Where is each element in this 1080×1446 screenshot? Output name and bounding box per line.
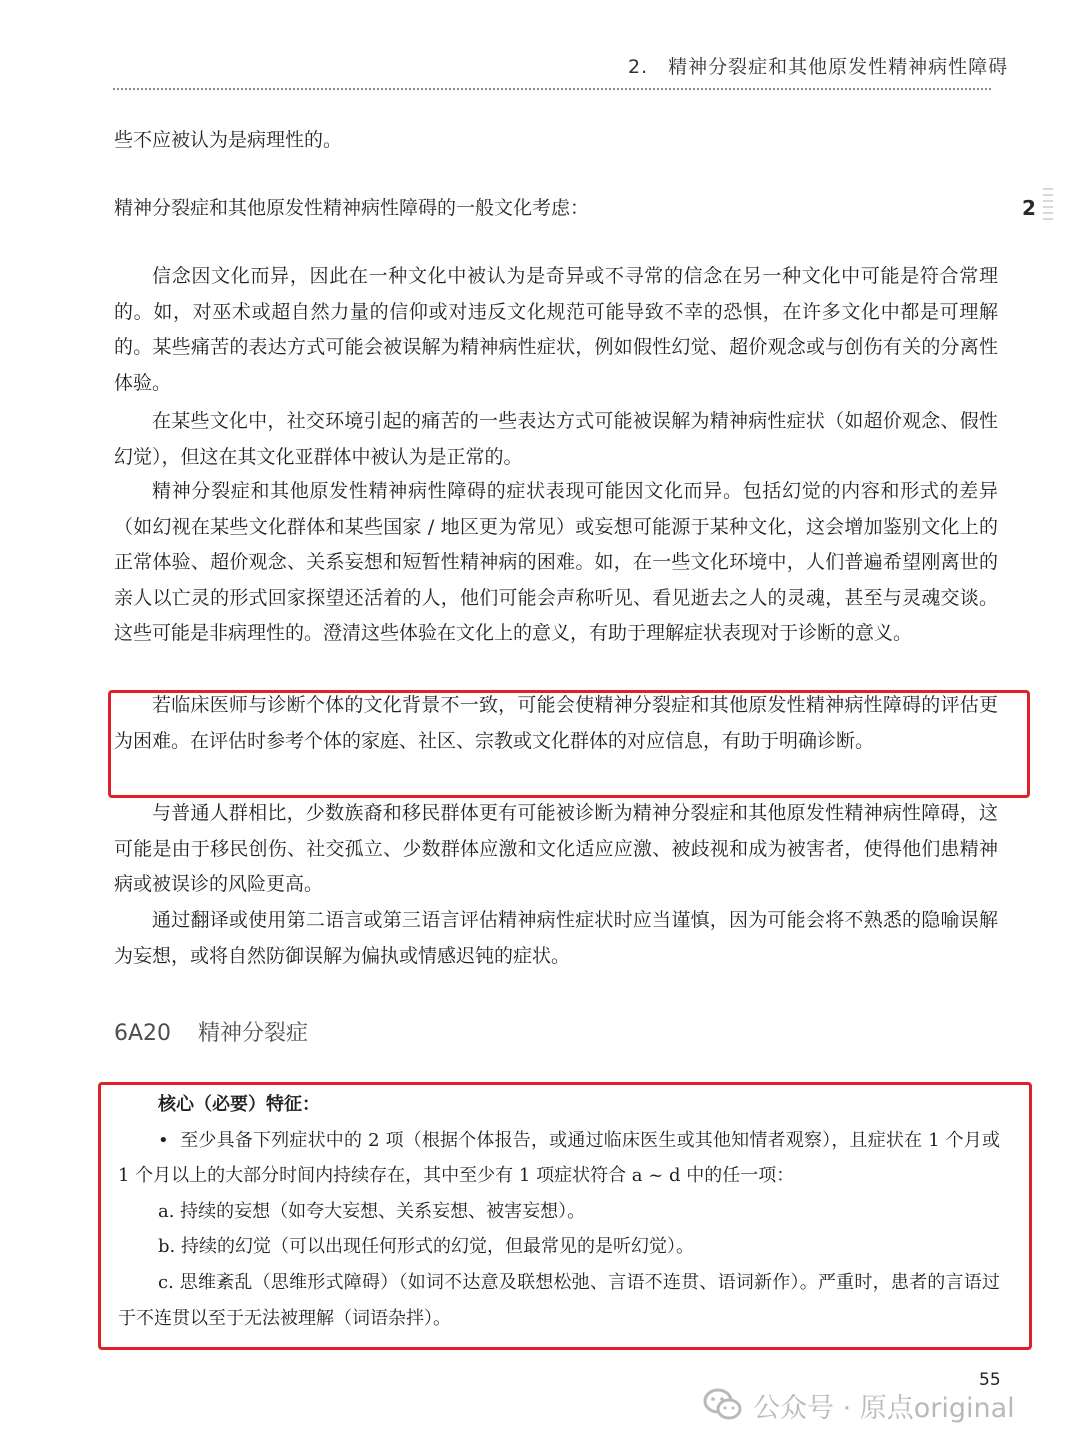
section-title — [114, 1016, 308, 1047]
highlight-box-cultural-assessment — [108, 690, 1030, 798]
culture-paragraph-4: 若临床医师与诊断个体的文化背景不一致，可能会使精神分裂症和其他原发性精神病性障碍的评估更为困难。在评估时参考个体的家庭、社区、宗教或文化群体的对应信息，有助于明确诊断。 — [114, 694, 998, 752]
core-feature-bullet-text: 至少具备下列症状中的 2 项（根据个体报告，或通过临床医生或其他知情者观察），且症状在 1 个月或 1 个月以上的大部分时间内持续存在，其中至少有 1 项症状符合 a ~ d 中的任一项： — [118, 1129, 1000, 1187]
bullet-icon: • — [158, 1129, 169, 1151]
watermark — [703, 1383, 1015, 1427]
chapter-tab: 2 — [1022, 196, 1036, 220]
core-feature-item-c: c. 思维紊乱（思维形式障碍）（如词不达意及联想松弛、言语不连贯、语词新作）。严重时，患者的言语过于不连贯以至于无法被理解（词语杂拌）。 — [118, 1271, 1000, 1329]
page-number: 55 — [979, 1370, 1001, 1390]
core-feature-item-b: b. 持续的幻觉（可以出现任何形式的幻觉，但最常见的是听幻觉）。 — [158, 1236, 694, 1258]
running-header: 2. 精神分裂症和其他原发性精神病性障碍 — [628, 56, 1009, 78]
watermark-text: 公众号 · 原点original — [753, 1392, 1015, 1424]
culture-paragraph-3: 精神分裂症和其他原发性精神病性障碍的症状表现可能因文化而异。包括幻觉的内容和形式的差异（如幻视在某些文化群体和某些国家 / 地区更为常见）或妄想可能源于某种文化，这会增加鉴别文化上的正常体验、超价观念、关系妄想和短暂性精神病的困难。如，在一些文化环境中，人们普遍希望刚离世的亲人以亡灵的形式回家探望还活着的人，他们可能会声称听见、看见逝去之人的灵魂，甚至与灵魂交谈。这些可能是非病理性的。澄清这些体验在文化上的意义，有助于理解症状表现对于诊断的意义。 — [114, 480, 998, 644]
highlight-box-core-features — [98, 1082, 1032, 1350]
core-features-title: 核心（必要）特征： — [158, 1094, 320, 1115]
wechat-icon — [703, 1388, 743, 1422]
intro-fragment: 些不应被认为是病理性的。 — [114, 129, 343, 151]
section-name: 精神分裂症 — [198, 1021, 309, 1046]
culture-paragraph-6: 通过翻译或使用第二语言或第三语言评估精神病性症状时应当谨慎，因为可能会将不熟悉的隐喻误解为妄想，或将自然防御误解为偏执或情感迟钝的症状。 — [114, 909, 998, 967]
chapter-tab-edge — [1043, 188, 1053, 224]
section-code: 6A20 — [114, 1021, 172, 1046]
culture-heading: 精神分裂症和其他原发性精神病性障碍的一般文化考虑： — [114, 197, 590, 219]
core-feature-item-a: a. 持续的妄想（如夸大妄想、关系妄想、被害妄想）。 — [158, 1200, 586, 1222]
culture-paragraph-1: 信念因文化而异，因此在一种文化中被认为是奇异或不寻常的信念在另一种文化中可能是符合常理的。如，对巫术或超自然力量的信仰或对违反文化规范可能导致不幸的恐惧，在许多文化中都是可理解的。某些痛苦的表达方式可能会被误解为精神病性症状，例如假性幻觉、超价观念或与创伤有关的分离性体验。 — [114, 265, 998, 394]
culture-paragraph-2: 在某些文化中，社交环境引起的痛苦的一些表达方式可能被误解为精神病性症状（如超价观念、假性幻觉），但这在其文化亚群体中被认为是正常的。 — [114, 410, 998, 468]
culture-paragraph-5: 与普通人群相比，少数族裔和移民群体更有可能被诊断为精神分裂症和其他原发性精神病性障碍，这可能是由于移民创伤、社交孤立、少数群体应激和文化适应应激、被歧视和成为被害者，使得他们患精神病或被误诊的风险更高。 — [114, 802, 998, 895]
header-divider — [113, 88, 991, 90]
